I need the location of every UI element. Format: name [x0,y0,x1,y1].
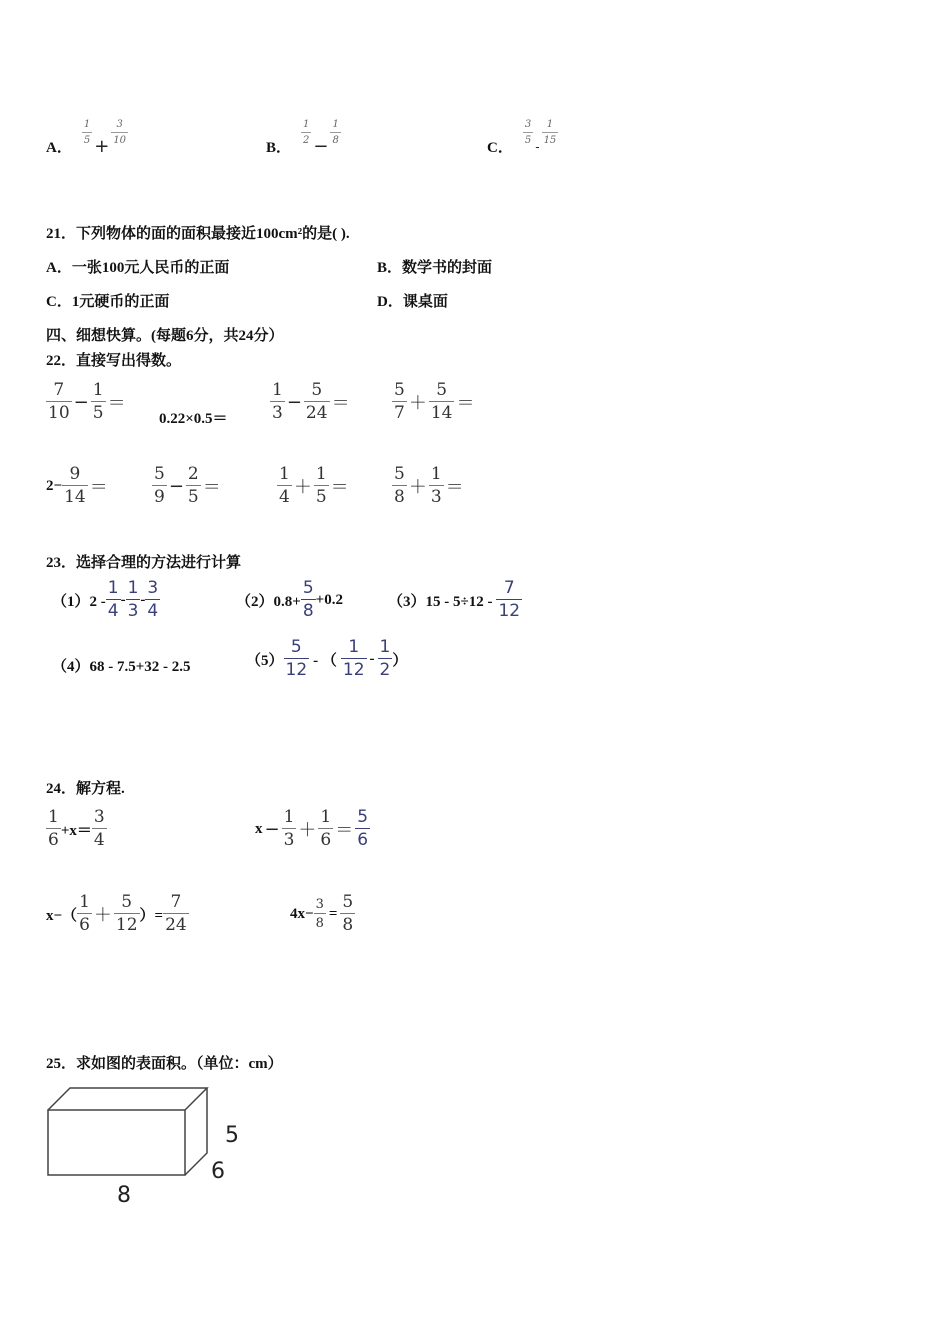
fraction: $\frac{5}{7}$ [394,380,405,423]
fraction: $\frac{3}{5}$ [524,118,532,146]
fraction: $\frac{1}{15}$ [543,118,557,146]
fraction: $\frac{1}{5}$ [315,464,327,507]
q22-expression-1: $\frac{7}{10}$ − $\frac{1}{5}$ ＝ [48,380,126,423]
fraction: $\frac{5}{14}$ [430,380,453,423]
fraction: $\frac{7}{10}$ [48,380,70,423]
q21-option-a: A．一张100元人民币的正面 [46,260,230,276]
cuboid-side-face [185,1088,207,1175]
fraction: $\frac{7}{24}$ [165,892,187,935]
q21-option-b: B．数学书的封面 [377,260,493,276]
fraction: $\frac{5}{8}$ [302,578,314,621]
cuboid-top-face [48,1088,207,1110]
section-title: 四、细想快算。(每题6分，共24分） [46,328,284,344]
q20-option-a: A． $\frac{1}{5}$ + $\frac{3}{10}$ [46,118,127,157]
height-label: 5 [225,1123,239,1148]
fraction: $\frac{2}{5}$ [187,464,199,507]
q24-equation-4: 4x− $\frac{3}{8}$ = $\frac{5}{8}$ [290,892,354,935]
q22-stem: 22．直接写出得数。 [46,353,182,369]
q23-problem-2: （2）0.8+ $\frac{5}{8}$ +0.2 [236,578,343,621]
fraction: $\frac{5}{12}$ [285,637,308,680]
q21-option-d: D．课桌面 [377,294,448,310]
q20-option-c: C． $\frac{3}{5}$ - $\frac{1}{15}$ [487,118,557,156]
q22-expression-5: 2− $\frac{9}{14}$ ＝ [46,464,108,507]
q20-option-b: B． $\frac{1}{2}$ − $\frac{1}{8}$ [266,118,339,157]
cuboid-front-face [48,1110,185,1175]
fraction: $\frac{1}{3}$ [127,578,139,621]
fraction: $\frac{1}{4}$ [107,578,119,621]
q24-equation-1: $\frac{1}{6}$ +x＝ $\frac{3}{4}$ [48,807,105,850]
q25-stem: 25．求如图的表面积。（单位：cm） [46,1056,283,1072]
fraction: $\frac{3}{8}$ [315,897,324,931]
fraction: $\frac{1}{6}$ [320,807,332,850]
cuboid-figure [40,1080,260,1215]
fraction: $\frac{5}{9}$ [154,464,165,507]
fraction: $\frac{5}{8}$ [342,892,354,935]
q23-problem-4: （4）68 - 7.5+32 - 2.5 [52,659,191,675]
q22-expression-7: $\frac{1}{4}$ ＋ $\frac{1}{5}$ ＝ [279,464,349,507]
q24-equation-2: x − $\frac{1}{3}$ ＋ $\frac{1}{6}$ ＝ $\frac{5}{6}$ [255,807,369,850]
fraction: $\frac{1}{6}$ [79,892,90,935]
q24-stem: 24．解方程. [46,781,125,797]
fraction: $\frac{7}{12}$ [498,578,521,621]
q23-problem-1: （1）2 - $\frac{1}{4}$ - $\frac{1}{3}$ - $\frac{3}{4}$ [52,578,159,621]
fraction: $\frac{1}{12}$ [342,637,365,680]
q22-expression-4: $\frac{5}{7}$ ＋ $\frac{5}{14}$ ＝ [394,380,475,423]
fraction: $\frac{1}{4}$ [279,464,290,507]
q23-problem-5: （5） $\frac{5}{12}$ - （ $\frac{1}{12}$ - $\frac{1}{2}$ ） [246,637,408,680]
q24-equation-3: x−（ $\frac{1}{6}$ ＋ $\frac{5}{12}$ ）= $\frac{7}{24}$ [46,892,187,935]
fraction: $\frac{1}{2}$ [303,118,310,146]
q22-expression-3: $\frac{1}{3}$ − $\frac{5}{24}$ ＝ [272,380,350,423]
fraction: $\frac{3}{4}$ [147,578,159,621]
fraction: $\frac{1}{6}$ [48,807,59,850]
fraction: $\frac{5}{24}$ [305,380,328,423]
q21-stem: 21．下列物体的面的面积最接近100cm²的是( ). [46,226,350,242]
width-label: 6 [211,1159,225,1184]
length-label: 8 [117,1183,131,1208]
fraction: $\frac{1}{5}$ [92,380,104,423]
fraction: $\frac{3}{10}$ [113,118,127,146]
fraction: $\frac{1}{5}$ [83,118,91,146]
q23-problem-3: （3）15 - 5÷12 - $\frac{7}{12}$ [388,578,521,621]
fraction: $\frac{9}{14}$ [64,464,86,507]
q22-expression-2: 0.22×0.5＝ [159,411,228,427]
fraction: $\frac{5}{6}$ [357,807,369,850]
fraction: $\frac{1}{3}$ [430,464,442,507]
q23-stem: 23．选择合理的方法进行计算 [46,555,242,571]
fraction: $\frac{1}{8}$ [332,118,339,146]
fraction: $\frac{1}{3}$ [272,380,283,423]
fraction: $\frac{1}{3}$ [283,807,295,850]
q22-expression-6: $\frac{5}{9}$ − $\frac{2}{5}$ ＝ [154,464,221,507]
q21-option-c: C．1元硬币的正面 [46,294,170,310]
fraction: $\frac{5}{8}$ [394,464,405,507]
fraction: $\frac{5}{12}$ [115,892,138,935]
fraction: $\frac{1}{2}$ [379,637,391,680]
q22-expression-8: $\frac{5}{8}$ ＋ $\frac{1}{3}$ ＝ [394,464,464,507]
fraction: $\frac{3}{4}$ [93,807,105,850]
